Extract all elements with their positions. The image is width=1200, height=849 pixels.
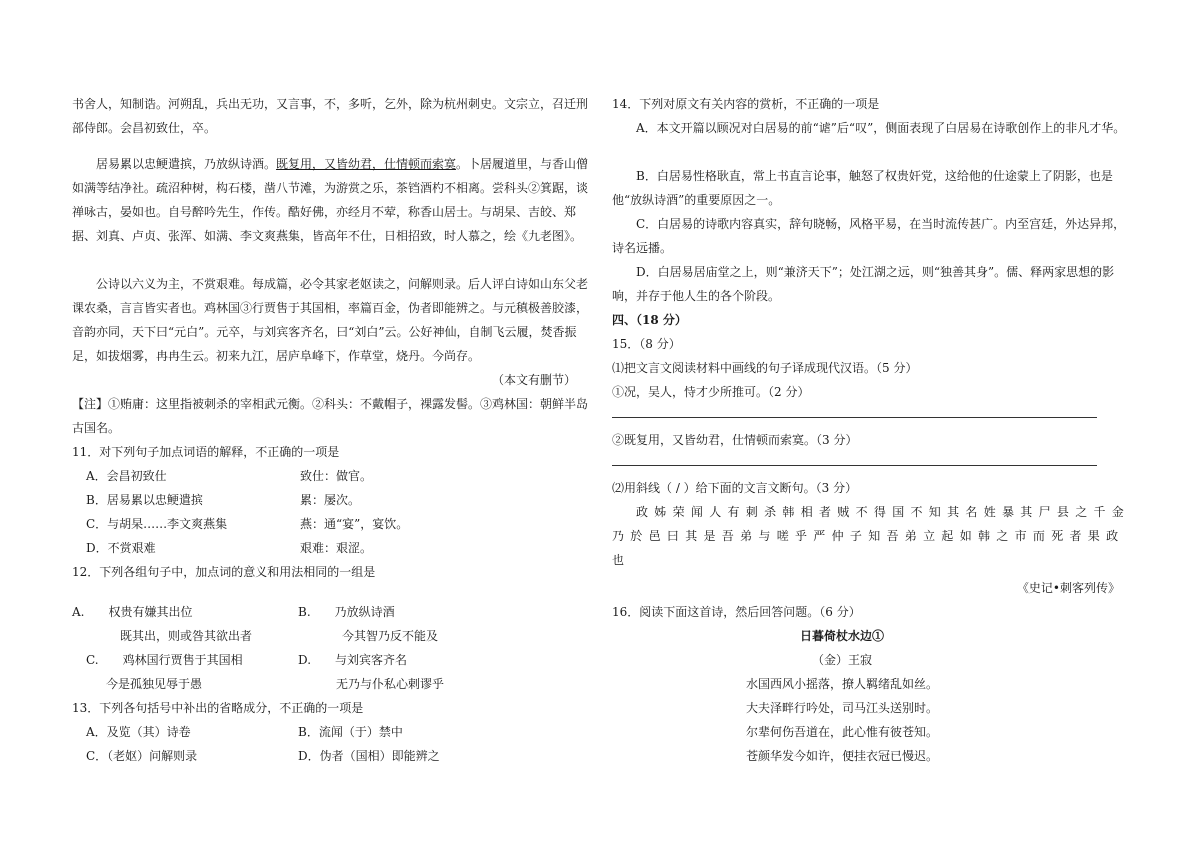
q13-row-ab: A．及览（其）诗卷 B．流闻（于）禁中 <box>86 725 403 739</box>
q15-sub1: ⑴把文言文阅读材料中画线的句子译成现代汉语。（5 分） <box>612 361 918 375</box>
passage-paragraph-2 <box>72 152 592 248</box>
q14-option-c: C．白居易的诗歌内容真实，辞句晓畅，风格平易，在当时流传甚广。内至宫廷，外达异邦，诗名远播。 <box>612 217 1126 255</box>
q15-sentence-2: ②既复用，又皆幼君，仕情顿而索寞。（3 分） <box>612 433 858 447</box>
q14-option-b: B．白居易性格耿直，常上书直言论事，触怒了权贵奸党，这给他的仕途蒙上了阴影，也是他“放纵诗酒”的重要原因之一。 <box>612 169 1113 207</box>
q12-row-cd: C. 鸡林国行贾售于其国相 D. 与刘宾客齐名 <box>86 653 408 667</box>
poem-line-2: 大夫泽畔行吟处，司马江头送别时。 <box>746 701 939 715</box>
passage-paragraph-3: 公诗以六义为主，不赏艰难。每成篇，必令其家老妪读之，问解则录。后人评白诗如山东父老课农桑，言言皆实者也。鸡林国③行贾售于其国相，率篇百金，伪者即能辨之。与元稹极善胶漆，音韵亦同，天下曰“元白”。元卒，与刘宾客齐名，曰“刘白”云。公好神仙，自制飞云履，焚香振足，如拔烟雾，冉冉生云。初来九江，居庐阜峰下，作草堂，烧丹。今尚存。 <box>72 277 589 363</box>
answer-line-2[interactable] <box>612 452 1132 476</box>
q12-stem: 12．下列各组句子中，加点词的意义和用法相同的一组是 <box>72 565 376 579</box>
q11-stem: 11．对下列句子加点词语的解释，不正确的一项是 <box>72 445 340 459</box>
punctuation-passage-line-3: 也 <box>612 553 625 567</box>
q15-sub2: ⑵用斜线（ / ）给下面的文言文断句。（3 分） <box>612 481 858 495</box>
section-four-heading: 四、（18 分） <box>612 313 687 327</box>
q14-stem: 14．下列对原文有关内容的赏析，不正确的一项是 <box>612 97 880 111</box>
paragraph-2-rest: 。卜居履道里，与香山僧如满等结净社。疏沼种树，构石楼，凿八节滩，为游赏之乐，茶铛酒杓不相离。尝科头②箕踞，谈禅咏古，晏如也。自号醉吟先生，作传。酷好佛，亦经月不荤，称香山居士。与胡杲、吉皎、郑据、刘真、卢贞、张浑、如满、李文爽燕集，皆高年不仕，日相招致，时人慕之，绘《九老图》。 <box>72 157 589 243</box>
passage-source: （本文有删节） <box>491 373 576 387</box>
q11-option-a: A．会昌初致仕 致仕：做官。 <box>86 469 373 483</box>
poem-line-3: 尔辈何伤吾道在，此心惟有彼苍知。 <box>746 725 939 739</box>
underlined-sentence: 既复用，又皆幼君，仕情顿而索寞 <box>276 157 457 171</box>
poem-title: 日暮倚杖水边① <box>799 629 884 643</box>
poem-author: （金）王寂 <box>811 653 872 667</box>
q14-option-a: A．本文开篇以顾况对白居易的前“谑”后“叹”，侧面表现了白居易在诗歌创作上的非凡才华。 <box>636 121 1126 135</box>
poem-line-4: 苍颜华发今如许，便挂衣冠已慢迟。 <box>746 749 939 763</box>
q11-option-b: B．居易累以忠鲠遣摈 累：屡次。 <box>86 493 361 507</box>
poem-line-1: 水国西风小摇落，撩人羁绪乱如丝。 <box>746 677 939 691</box>
q15-source: 《史记•刺客列传》 <box>1016 581 1120 595</box>
passage-paragraph-1: 书舍人，知制诰。河朔乱，兵出无功，又言事，不，多听，乞外，除为杭州刺史。文宗立，召迁刑部侍郎。会昌初致仕，卒。 <box>72 97 589 135</box>
right-column <box>612 92 1132 768</box>
punctuation-passage-line-2: 乃於邑曰其是吾弟与嗟乎严仲子知吾弟立起如韩之市而死者果政 <box>612 529 1125 543</box>
q15-sentence-1: ①况，吴人，恃才少所推可。（2 分） <box>612 385 810 399</box>
passage-note: 【注】①贿庸：这里指被刺杀的宰相武元衡。②科头：不戴帽子，裸露发髻。③鸡林国：朝鲜半岛古国名。 <box>72 397 589 435</box>
q11-option-c: C．与胡杲……李文爽燕集 燕：通“宴”，宴饮。 <box>86 517 409 531</box>
left-column <box>72 92 592 768</box>
q13-row-cd: C．（老妪）问解则录 D．伪者（国相）即能辨之 <box>86 749 440 763</box>
q11-option-d: D．不赏艰难 艰难：艰涩。 <box>86 541 373 555</box>
q16-stem: 16．阅读下面这首诗，然后回答问题。（6 分） <box>612 605 861 619</box>
q15-stem: 15．（8 分） <box>612 337 681 351</box>
q12-row-ab: A. 权贵有嫌其出位 B. 乃放纵诗酒 <box>72 605 395 619</box>
punctuation-passage-line-1: 政姊荣闻人有刺杀韩相者贼不得国不知其名姓暴其尸县之千金 <box>636 505 1131 519</box>
q13-stem: 13．下列各句括号中补出的省略成分，不正确的一项是 <box>72 701 364 715</box>
q12-row-ab-2: 既其出，则或咎其欲出者 今其智乃反不能及 <box>120 629 439 643</box>
paragraph-2-lead: 居易累以忠鲠遣摈，乃放纵诗酒。 <box>96 157 277 171</box>
q14-option-d: D．白居易居庙堂之上，则“兼济天下”；处江湖之远，则“独善其身”。儒、释两家思想的影响，并存于他人生的各个阶段。 <box>612 265 1115 303</box>
answer-line-1[interactable] <box>612 404 1132 428</box>
q12-row-cd-2: 今是孤独见辱于愚 无乃与仆私心剌谬乎 <box>106 677 445 691</box>
